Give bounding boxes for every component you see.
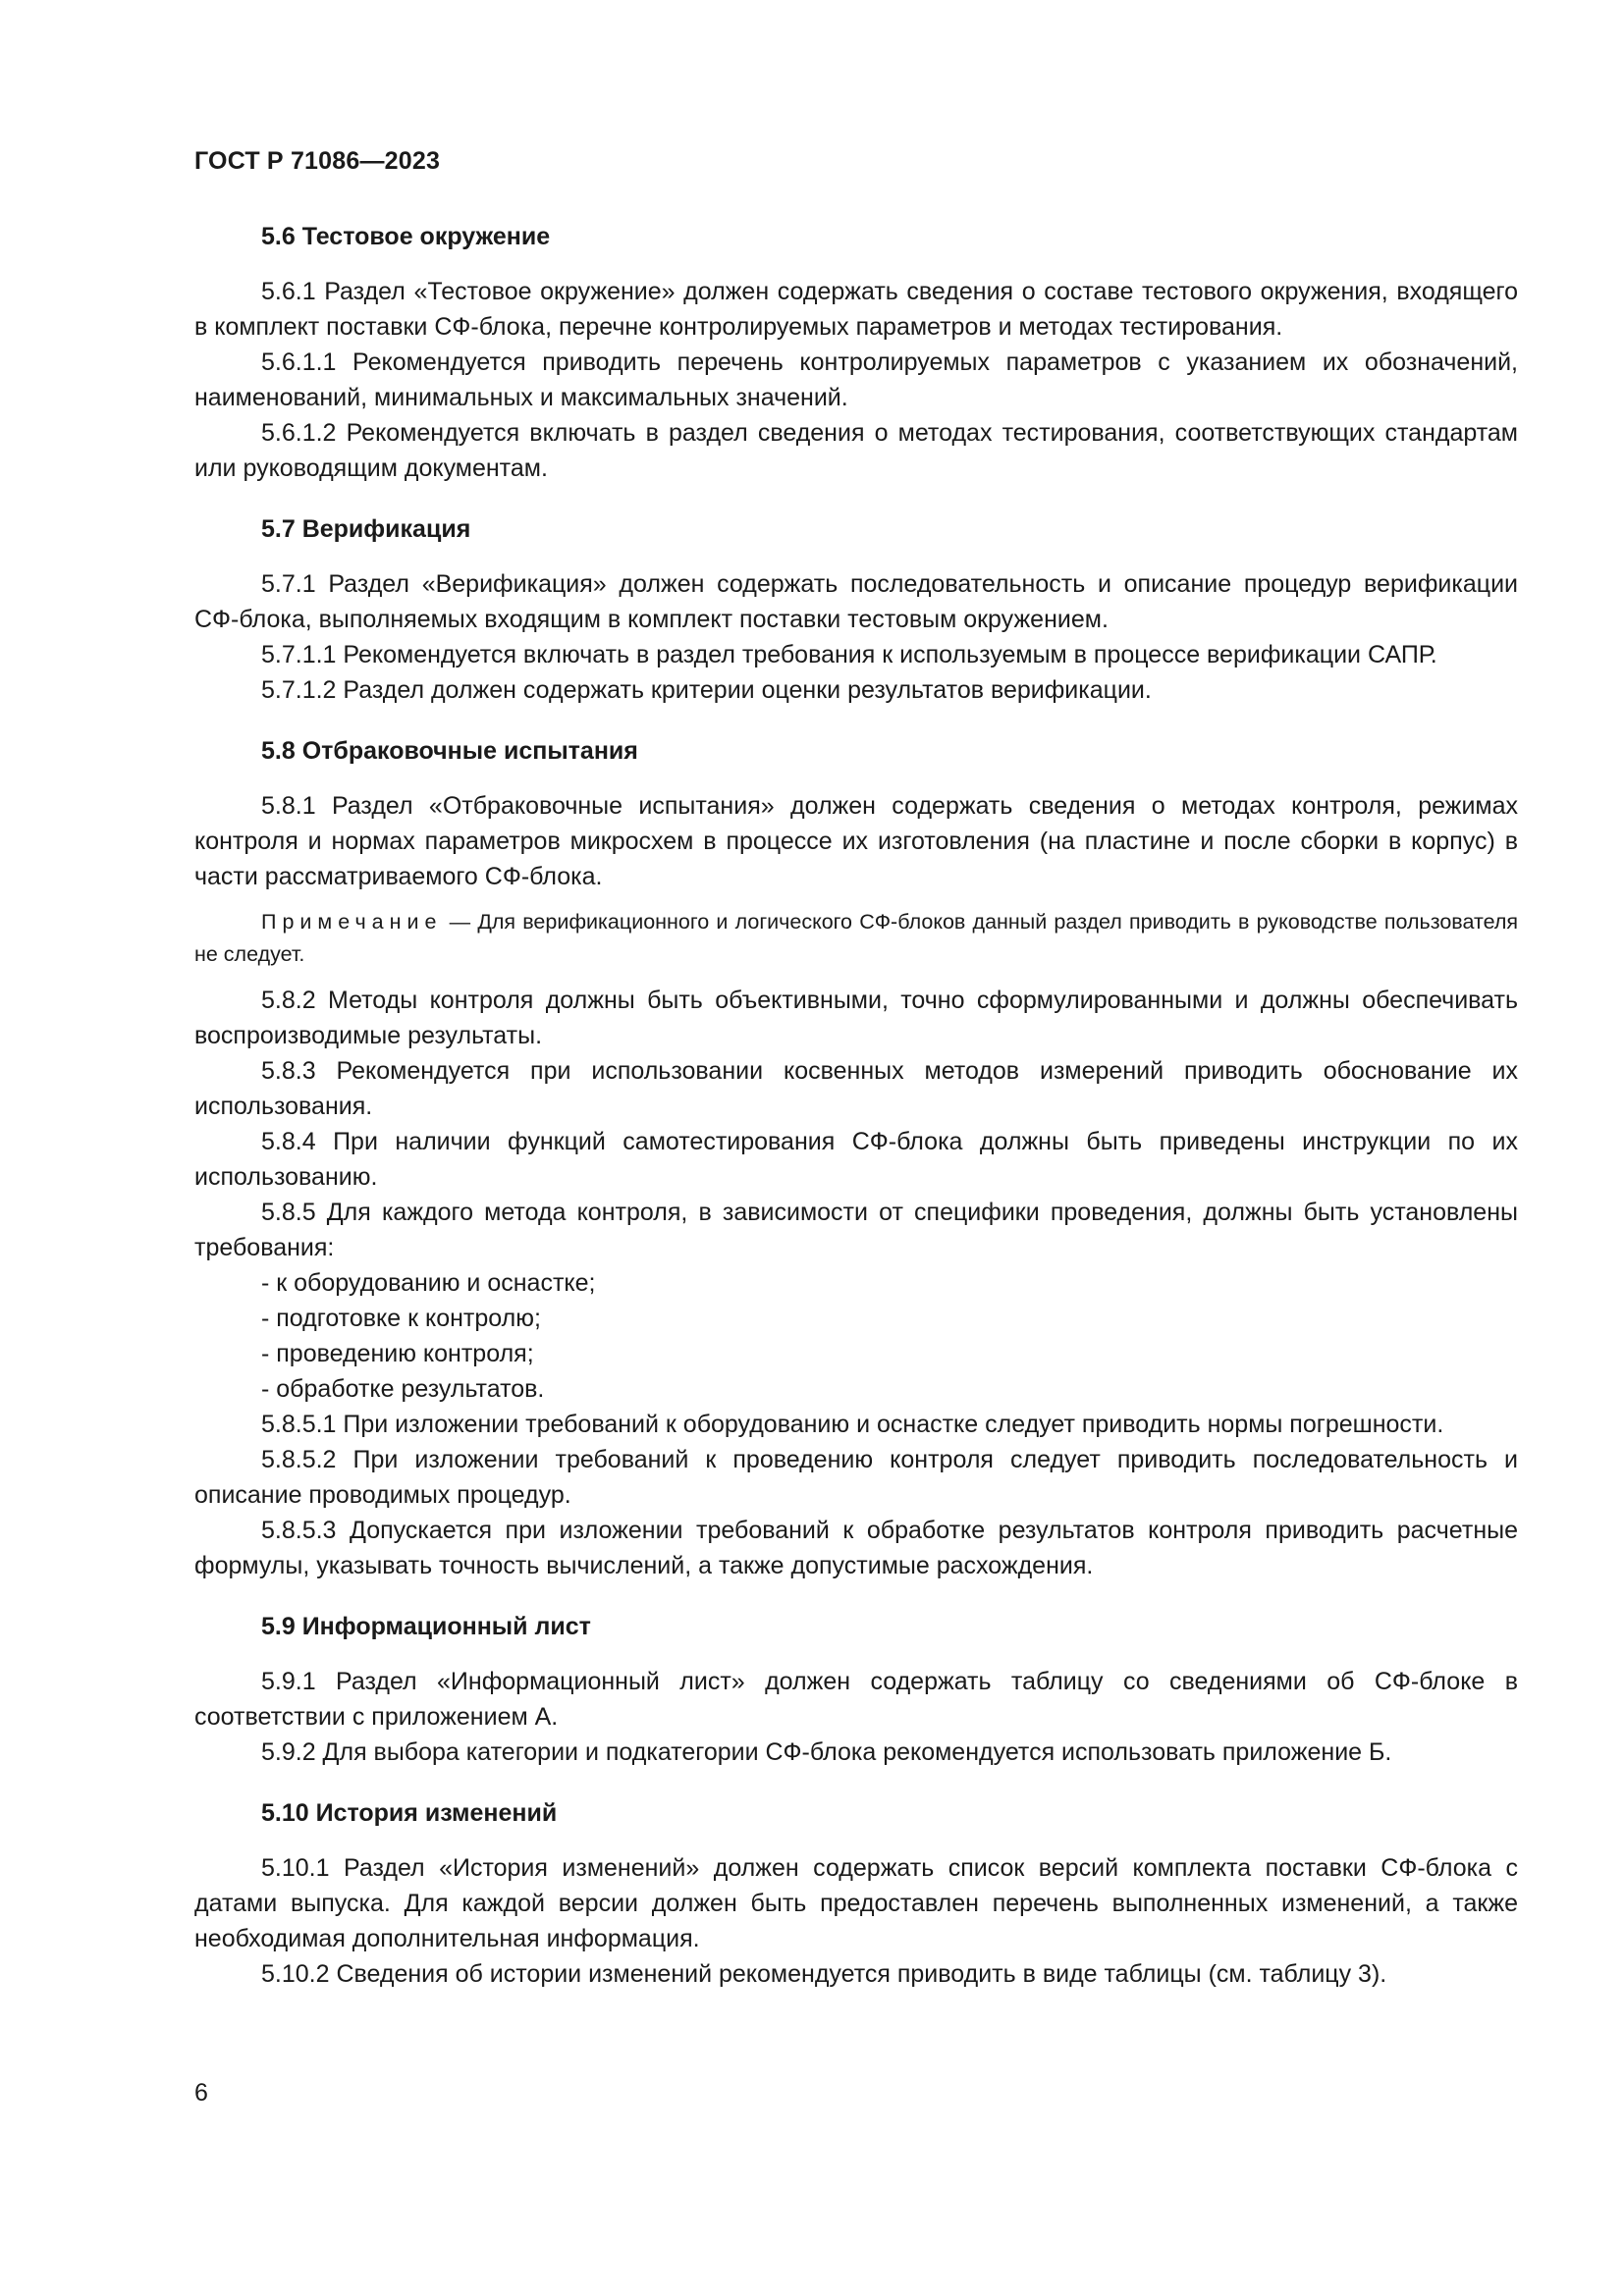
- paragraph: 5.6.1.1 Рекомендуется приводить перечень контролируемых параметров с указанием их обозначений, наименований, минимальных и максимальных значений.: [194, 348, 1518, 411]
- section-title: 5.10 История изменений: [261, 1799, 558, 1827]
- paragraph: 5.8.1 Раздел «Отбраковочные испытания» должен содержать сведения о методах контроля, режимах контроля и нормах параметров микросхем в процессе их изготовления (на пластине и после сборки в корпус) в части рассматриваемого СФ-блока.: [194, 792, 1518, 890]
- paragraph: 5.8.5 Для каждого метода контроля, в зависимости от специфики проведения, должны быть установлены требования:: [194, 1199, 1518, 1261]
- paragraph: 5.7.1 Раздел «Верификация» должен содержать последовательность и описание процедур верификации СФ-блока, выполняемых входящим в комплект поставки тестовым окружением.: [194, 570, 1518, 633]
- paragraph: 5.6.1 Раздел «Тестовое окружение» должен содержать сведения о составе тестового окружения, входящего в комплект поставки СФ-блока, перечне контролируемых параметров и методах тестирования.: [194, 278, 1518, 341]
- note-label: Примечание: [261, 910, 443, 934]
- note-text: — Для верификационного и логического СФ-блоков данный раздел приводить в руководстве пользователя не следует.: [194, 910, 1518, 966]
- paragraph: 5.8.2 Методы контроля должны быть объективными, точно сформулированными и должны обеспечивать воспроизводимые результаты.: [194, 987, 1518, 1049]
- section-title: 5.9 Информационный лист: [261, 1613, 591, 1640]
- paragraph: 5.8.3 Рекомендуется при использовании косвенных методов измерений приводить обоснование их использования.: [194, 1057, 1518, 1120]
- paragraph: 5.7.1.2 Раздел должен содержать критерии оценки результатов верификации.: [261, 676, 1152, 704]
- section: [194, 1609, 1518, 1770]
- section-title: 5.8 Отбраковочные испытания: [261, 737, 638, 765]
- paragraph: 5.6.1.2 Рекомендуется включать в раздел сведения о методах тестирования, соответствующих стандартам или руководящим документам.: [194, 419, 1518, 482]
- paragraph: 5.8.4 При наличии функций самотестирования СФ-блока должны быть приведены инструкции по их использованию.: [194, 1128, 1518, 1191]
- section: [194, 511, 1518, 708]
- list-item: - проведению контроля;: [261, 1340, 534, 1367]
- paragraph: 5.9.1 Раздел «Информационный лист» должен содержать таблицу со сведениями об СФ-блоке в соответствии с приложением А.: [194, 1668, 1518, 1731]
- note: [194, 906, 1518, 971]
- list-item: - подготовке к контролю;: [261, 1305, 541, 1332]
- section: [194, 219, 1518, 486]
- paragraph: 5.8.5.2 При изложении требований к проведению контроля следует приводить последовательность и описание проводимых процедур.: [194, 1446, 1518, 1509]
- document-header: ГОСТ Р 71086—2023: [194, 147, 441, 175]
- paragraph: 5.10.2 Сведения об истории изменений рекомендуется приводить в виде таблицы (см. таблицу 3).: [261, 1960, 1387, 1988]
- paragraph: 5.8.5.3 Допускается при изложении требований к обработке результатов контроля приводить расчетные формулы, указывать точность вычислений, а также допустимые расхождения.: [194, 1517, 1518, 1579]
- document-page: [194, 147, 1518, 2017]
- list-item: - обработке результатов.: [261, 1375, 545, 1403]
- paragraph: 5.9.2 Для выбора категории и подкатегории СФ-блока рекомендуется использовать приложение Б.: [261, 1738, 1392, 1766]
- section-title: 5.6 Тестовое окружение: [261, 223, 551, 250]
- paragraph: 5.10.1 Раздел «История изменений» должен содержать список версий комплекта поставки СФ-блока с датами выпуска. Для каждой версии должен быть предоставлен перечень выполненных изменений, а также необходимая дополнительная информация.: [194, 1854, 1518, 1952]
- section-title: 5.7 Верификация: [261, 515, 471, 543]
- document-body: [194, 219, 1518, 1992]
- section: [194, 733, 1518, 1583]
- section: [194, 1795, 1518, 1992]
- paragraph: 5.7.1.1 Рекомендуется включать в раздел требования к используемым в процессе верификации САПР.: [261, 641, 1437, 668]
- requirements-list: [194, 1265, 1518, 1407]
- page-number: 6: [194, 2079, 208, 2107]
- paragraph: 5.8.5.1 При изложении требований к оборудованию и оснастке следует приводить нормы погрешности.: [261, 1411, 1444, 1438]
- list-item: - к оборудованию и оснастке;: [261, 1269, 596, 1297]
